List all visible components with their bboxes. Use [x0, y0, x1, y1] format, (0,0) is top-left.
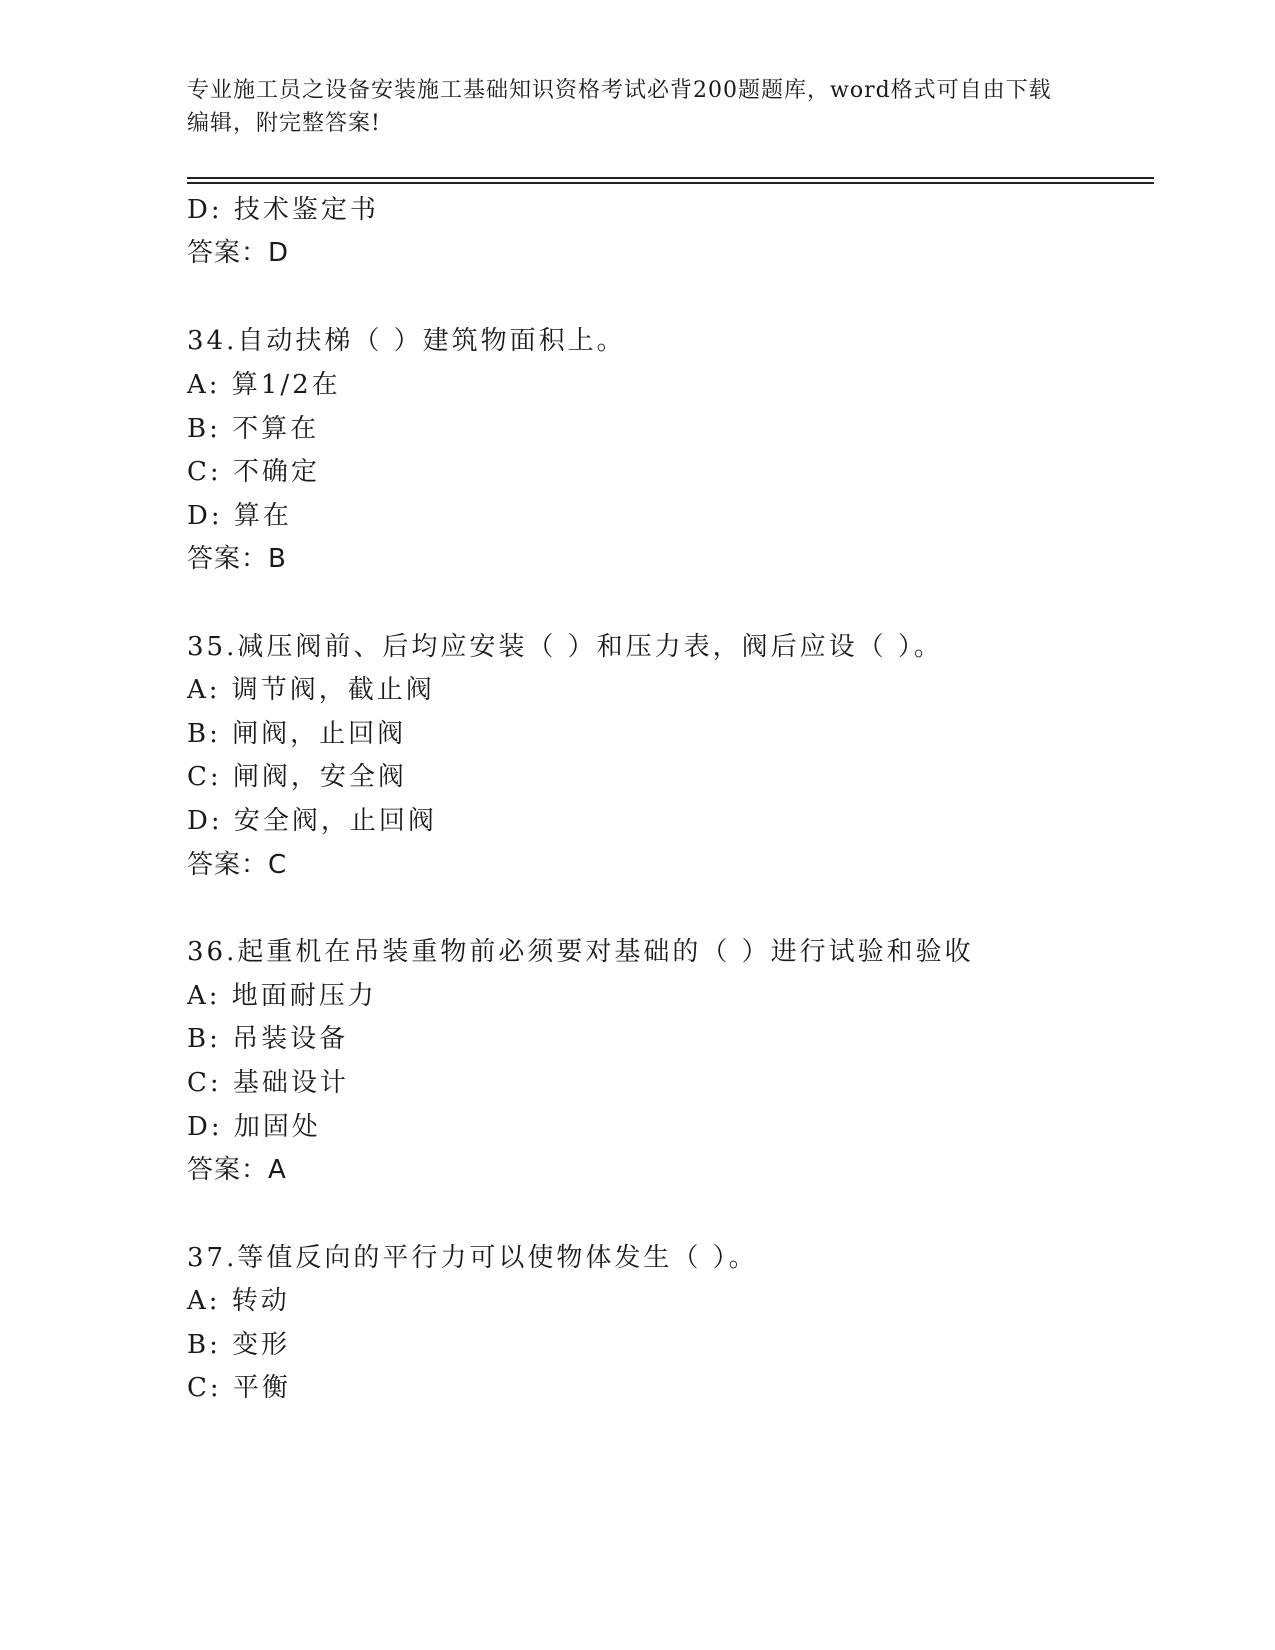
option-d: D: 加固处: [187, 1112, 321, 1142]
answer-line: 答案：B: [187, 544, 287, 574]
option-a: A: 转动: [187, 1286, 290, 1316]
option-d: D: 算在: [187, 501, 292, 531]
option-d: D: 安全阀，止回阀: [187, 806, 437, 836]
option-c: C: 平衡: [187, 1373, 291, 1403]
option-a: A: 地面耐压力: [187, 981, 377, 1011]
question-35: 35.减压阀前、后均应安装（ ）和压力表，阀后应设（ ）。: [187, 632, 943, 662]
option-a: A: 调节阀，截止阀: [187, 675, 435, 705]
document-header: 专业施工员之设备安装施工基础知识资格考试必背200题题库，word格式可自由下载编辑，附完整答案!: [187, 78, 1052, 136]
option-b: B: 吊装设备: [187, 1024, 349, 1054]
option-a: A: 算1/2在: [187, 370, 341, 400]
option-b: B: 变形: [187, 1330, 291, 1360]
option-c: C: 闸阀，安全阀: [187, 762, 407, 792]
option-c: C: 不确定: [187, 457, 320, 487]
header-divider-top: [187, 177, 1154, 179]
answer-line: 答案：D: [187, 238, 290, 268]
question-34: 34.自动扶梯（ ）建筑物面积上。: [187, 326, 626, 356]
answer-line: 答案：C: [187, 850, 288, 880]
question-37: 37.等值反向的平行力可以使物体发生（ ）。: [187, 1243, 758, 1273]
option-d: D: 技术鉴定书: [187, 195, 379, 225]
option-b: B: 不算在: [187, 414, 320, 444]
option-c: C: 基础设计: [187, 1068, 349, 1098]
option-b: B: 闸阀，止回阀: [187, 719, 407, 749]
question-36: 36.起重机在吊装重物前必须要对基础的（ ）进行试验和验收: [187, 937, 974, 967]
header-divider-bottom: [187, 182, 1154, 184]
answer-line: 答案：A: [187, 1155, 287, 1185]
